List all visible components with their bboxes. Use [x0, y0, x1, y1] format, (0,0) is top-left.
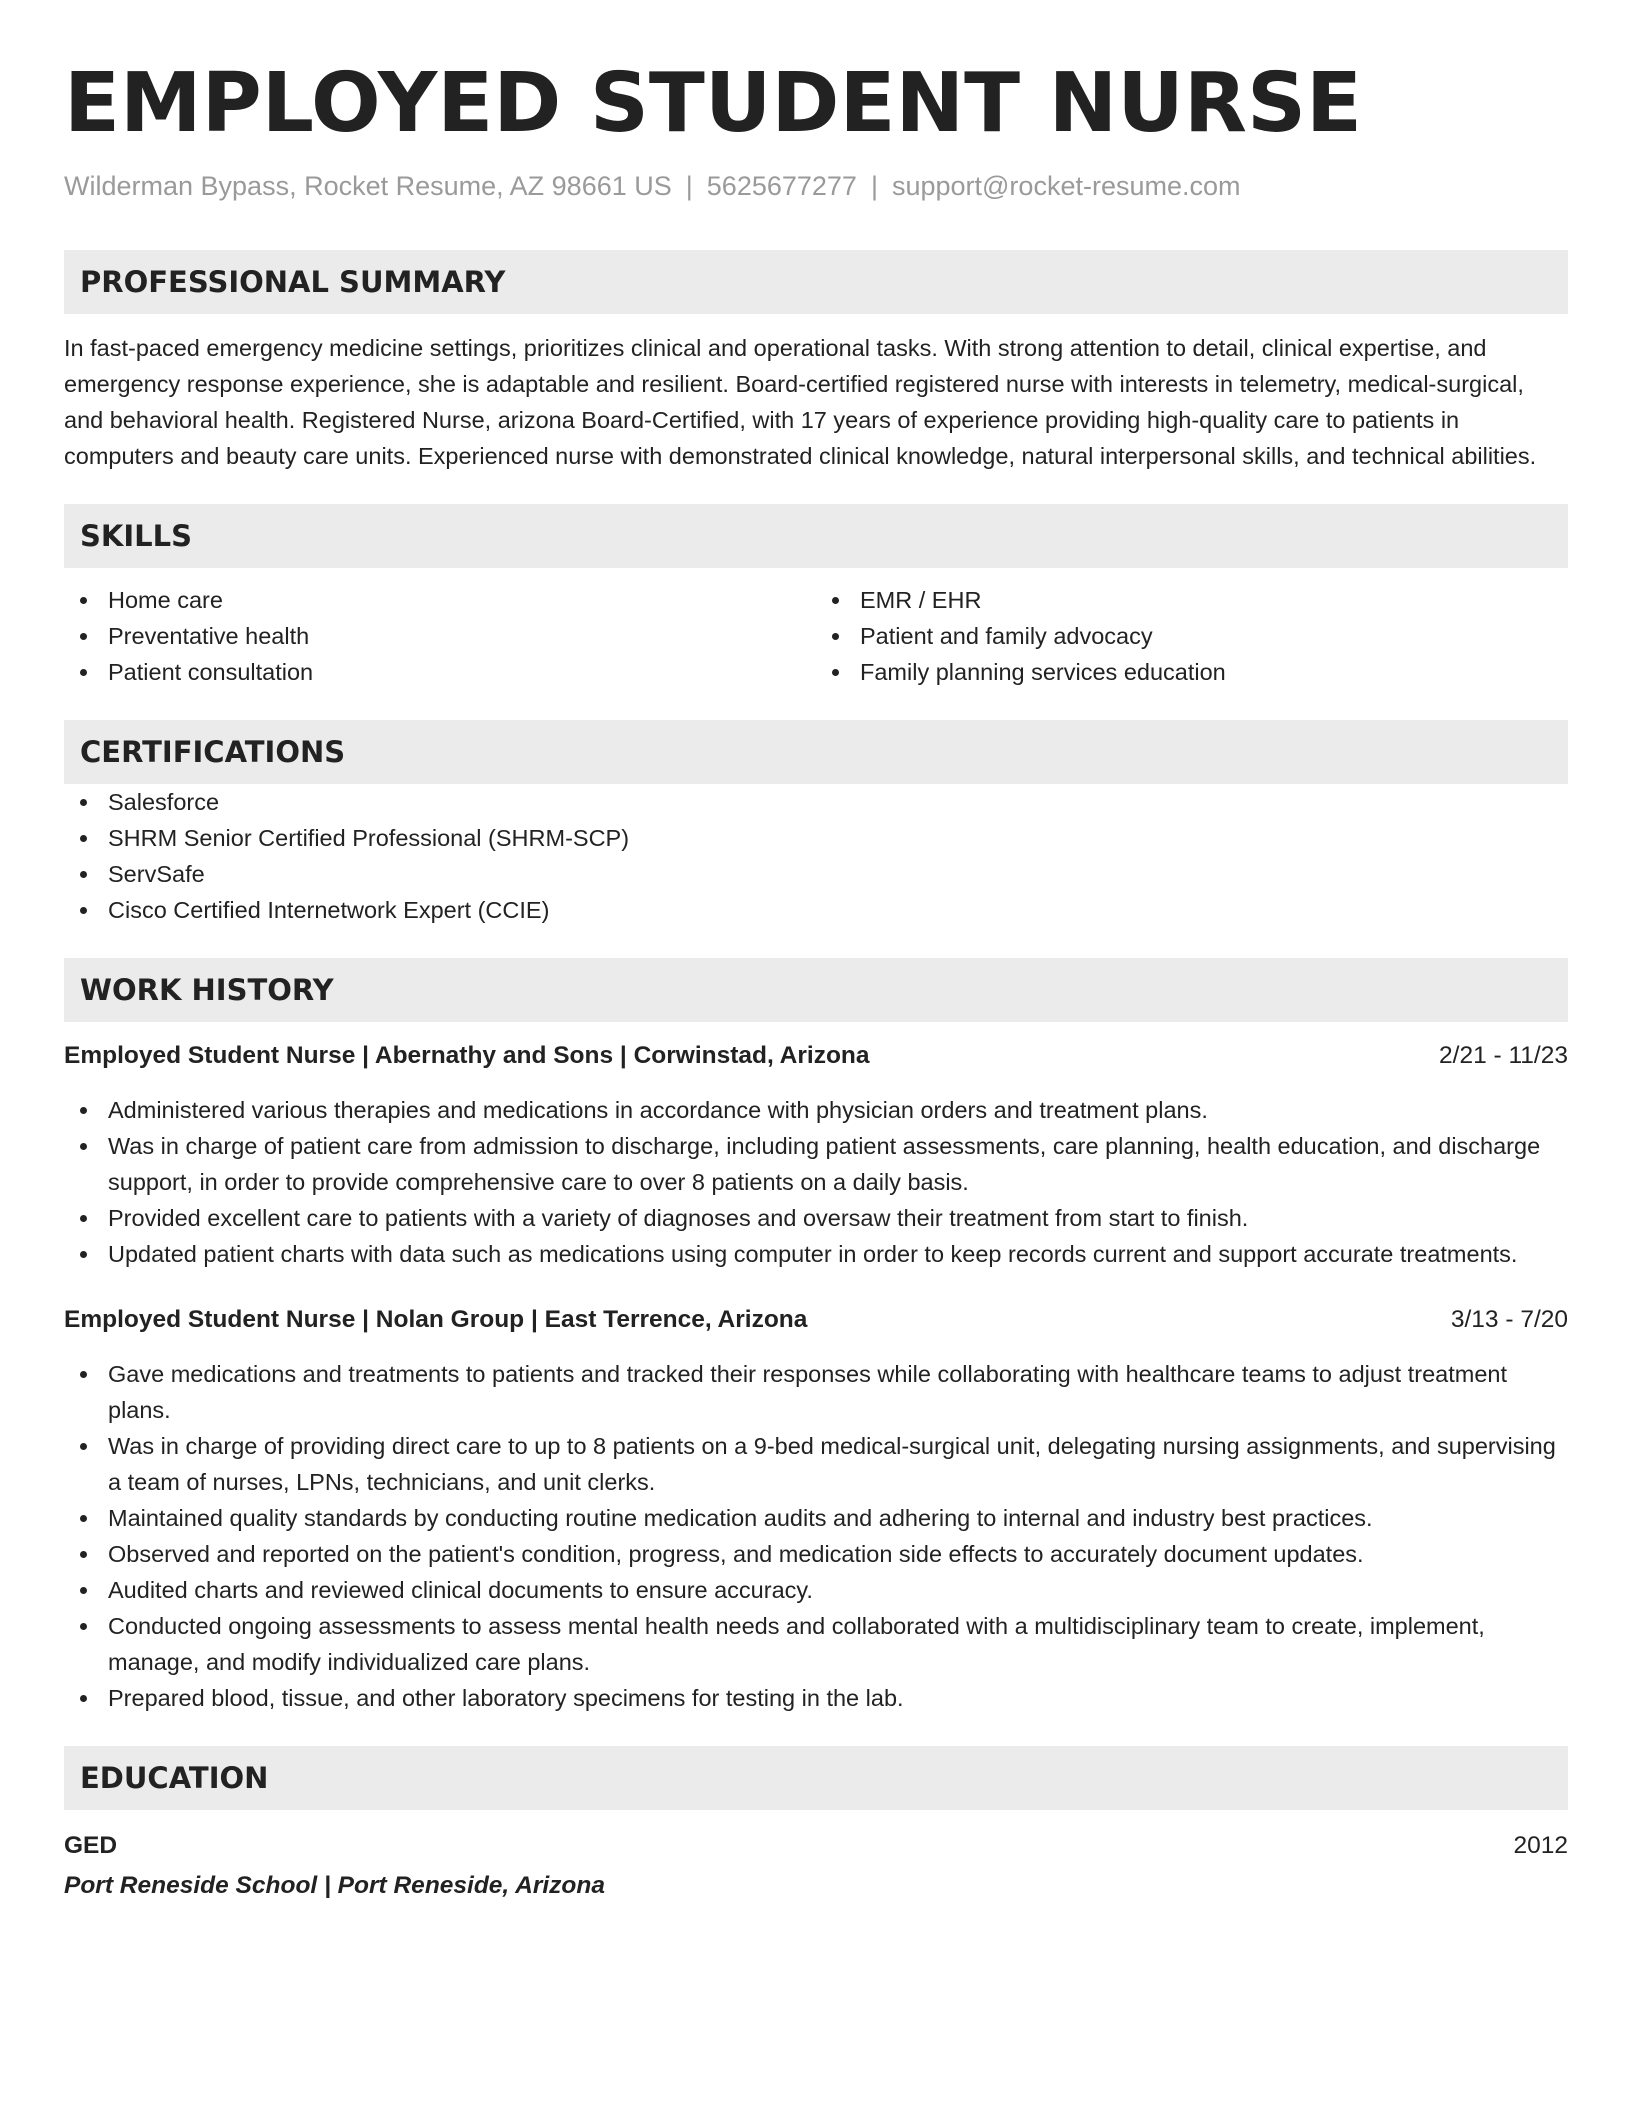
skills-column-right [816, 582, 1568, 690]
job-bullet: Was in charge of providing direct care to up to 8 patients on a 9-bed medical-surgical unit, delegating nursing assignments, and supervising a team of nurses, LPNs, technicians, and unit clerks. [64, 1428, 1568, 1500]
education-degree: GED [64, 1832, 118, 1859]
certification-item: SHRM Senior Certified Professional (SHRM-SCP) [64, 820, 1568, 856]
job-entry [64, 1302, 1568, 1716]
education-heading-row [64, 1828, 1568, 1864]
skill-item: Home care [64, 582, 816, 618]
job-bullet: Administered various therapies and medications in accordance with physician orders and treatment plans. [64, 1092, 1568, 1128]
job-bullet: Maintained quality standards by conducting routine medication audits and adhering to internal and industry best practices. [64, 1500, 1568, 1536]
job-bullet: Was in charge of patient care from admission to discharge, including patient assessments, care planning, health education, and discharge support, in order to provide comprehensive care to over 8 patients on a daily basis. [64, 1128, 1568, 1200]
skills-list-right [816, 582, 1568, 690]
skills-grid [64, 582, 1568, 690]
job-bullet: Observed and reported on the patient's condition, progress, and medication side effects to accurately document updates. [64, 1536, 1568, 1572]
job-entry [64, 1038, 1568, 1272]
job-bullet: Provided excellent care to patients with a variety of diagnoses and oversaw their treatment from start to finish. [64, 1200, 1568, 1236]
skill-item: Family planning services education [816, 654, 1568, 690]
section-header-certifications: CERTIFICATIONS [64, 720, 1568, 784]
section-header-education: EDUCATION [64, 1746, 1568, 1810]
job-bullet: Gave medications and treatments to patients and tracked their responses while collaborating with healthcare teams to adjust treatment plans. [64, 1356, 1568, 1428]
certification-item: Salesforce [64, 784, 1568, 820]
job-bullets [64, 1356, 1568, 1716]
candidate-name: EMPLOYED STUDENT NURSE [64, 56, 1363, 151]
education-entry [64, 1828, 1568, 1904]
job-bullet: Updated patient charts with data such as medications using computer in order to keep records current and support accurate treatments. [64, 1236, 1568, 1272]
section-header-work-history: WORK HISTORY [64, 958, 1568, 1022]
skill-item: Patient consultation [64, 654, 816, 690]
contact-separator: | [685, 171, 693, 201]
job-dates: 2/21 - 11/23 [1439, 1042, 1568, 1069]
skills-list-left [64, 582, 816, 690]
summary-text: In fast-paced emergency medicine settings, prioritizes clinical and operational tasks. With strong attention to detail, clinical expertise, and emergency response experience, she is adaptable and resilient. Board-certified registered nurse with interests in telemetry, medical-surgical, and behavioral health. Registered Nurse, arizona Board-Certified, with 17 years of experience providing high-quality care to patients in computers and beauty care units. Experienced nurse with demonstrated clinical knowledge, natural interpersonal skills, and technical abilities. [64, 335, 1537, 469]
job-bullet: Prepared blood, tissue, and other laboratory specimens for testing in the lab. [64, 1680, 1568, 1716]
contact-address: Wilderman Bypass, Rocket Resume, AZ 98661 US [64, 171, 672, 201]
skill-item: Patient and family advocacy [816, 618, 1568, 654]
contact-line [64, 168, 1568, 204]
job-dates: 3/13 - 7/20 [1450, 1306, 1568, 1333]
certifications-list [64, 784, 1568, 928]
certification-item: ServSafe [64, 856, 1568, 892]
section-header-summary: PROFESSIONAL SUMMARY [64, 250, 1568, 314]
job-heading-row [64, 1302, 1568, 1338]
section-header-skills: SKILLS [64, 504, 1568, 568]
skills-column-left [64, 582, 816, 690]
job-bullet: Audited charts and reviewed clinical documents to ensure accuracy. [64, 1572, 1568, 1608]
job-heading-row [64, 1038, 1568, 1074]
job-bullets [64, 1092, 1568, 1272]
contact-phone: 5625677277 [706, 171, 857, 201]
contact-separator: | [870, 171, 878, 201]
education-year: 2012 [1513, 1832, 1568, 1859]
skill-item: EMR / EHR [816, 582, 1568, 618]
job-title: Employed Student Nurse | Abernathy and Sons | Corwinstad, Arizona [64, 1042, 870, 1069]
education-school: Port Reneside School | Port Reneside, Arizona [64, 1872, 605, 1899]
contact-email: support@rocket-resume.com [891, 171, 1241, 201]
job-bullet: Conducted ongoing assessments to assess mental health needs and collaborated with a multidisciplinary team to create, implement, manage, and modify individualized care plans. [64, 1608, 1568, 1680]
job-title: Employed Student Nurse | Nolan Group | East Terrence, Arizona [64, 1306, 808, 1333]
certification-item: Cisco Certified Internetwork Expert (CCIE) [64, 892, 1568, 928]
skill-item: Preventative health [64, 618, 816, 654]
